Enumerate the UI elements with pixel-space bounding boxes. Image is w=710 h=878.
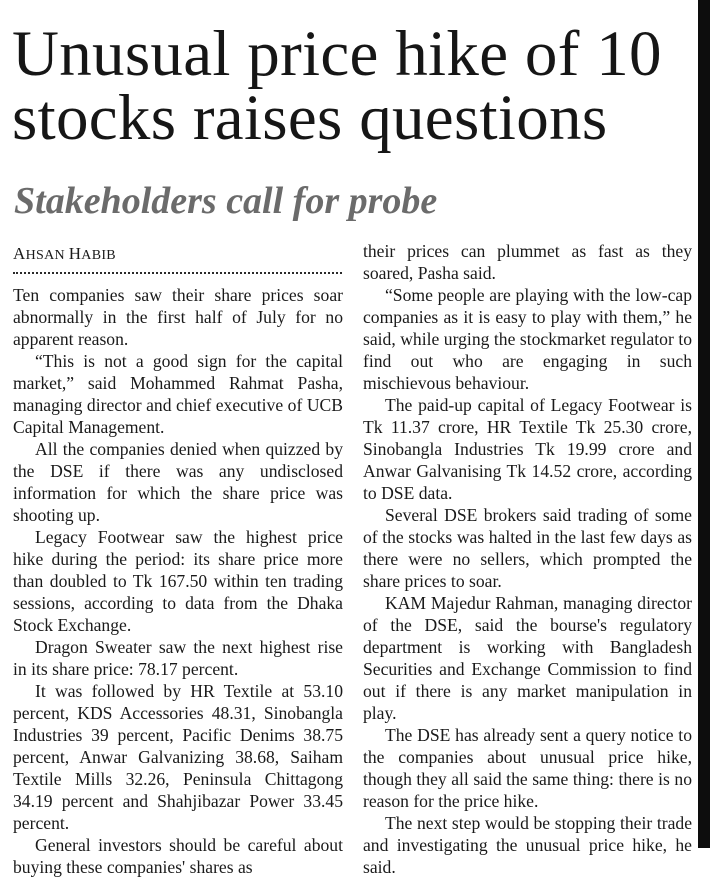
paragraph: Ten companies saw their share prices soar abnormally in the first half of July for no apparent reason. [13,285,343,349]
left-column [13,284,343,878]
paragraph: “Some people are playing with the low-cap companies as it is easy to play with them,” he said, while urging the stockmarket regulator to find out who are engaging in such mischievous behaviour. [363,285,692,393]
paragraph: The next step would be stopping their trade and investigating the unusual price hike, he said. [363,813,692,877]
subheadline: Stakeholders call for probe [14,180,438,222]
headline [12,18,702,154]
byline: AHSAN HABIB [13,244,116,263]
paragraph: The DSE has already sent a query notice to the companies about unusual price hike, though they all said the same thing: there is no reason for the price hike. [363,725,692,811]
byline-divider [13,272,342,274]
paragraph: Dragon Sweater saw the next highest rise in its share price: 78.17 percent. [13,637,343,679]
headline-line-2: stocks raises questions [12,82,608,154]
paragraph: Legacy Footwear saw the highest price hike during the period: its share price more than doubled to Tk 167.50 within ten trading sessions, according to data from the Dhaka Stock Exchange. [13,527,343,635]
paragraph: Several DSE brokers said trading of some of the stocks was halted in the last few days as there were no sellers, which prompted the share prices to soar. [363,505,692,591]
paragraph: The paid-up capital of Legacy Footwear is Tk 11.37 crore, HR Textile Tk 25.30 crore, Sinobangla Industries Tk 19.99 crore and Anwar Galvanising Tk 14.52 crore, according to DSE data. [363,395,692,503]
page-edge-shadow [698,0,710,848]
paragraph: All the companies denied when quizzed by the DSE if there was any undisclosed information for which the share price was shooting up. [13,439,343,525]
paragraph: It was followed by HR Textile at 53.10 percent, KDS Accessories 48.31, Sinobangla Industries 39 percent, Pacific Denims 38.75 percent, Anwar Galvanizing 38.68, Saiham Textile Mills 32.26, Peninsula Chittagong 34.19 percent and Shahjibazar Power 33.45 percent. [13,681,343,833]
right-column [363,240,692,878]
headline-line-1: Unusual price hike of 10 [12,18,662,90]
paragraph: General investors should be careful about buying these companies' shares as [13,835,343,877]
paragraph: their prices can plummet as fast as they soared, Pasha said. [363,241,692,283]
paragraph: “This is not a good sign for the capital market,” said Mohammed Rahmat Pasha, managing director and chief executive of UCB Capital Management. [13,351,343,437]
paragraph: KAM Majedur Rahman, managing director of the DSE, said the bourse's regulatory department is working with Bangladesh Securities and Exchange Commission to find out if there is any market manipulation in play. [363,593,692,723]
